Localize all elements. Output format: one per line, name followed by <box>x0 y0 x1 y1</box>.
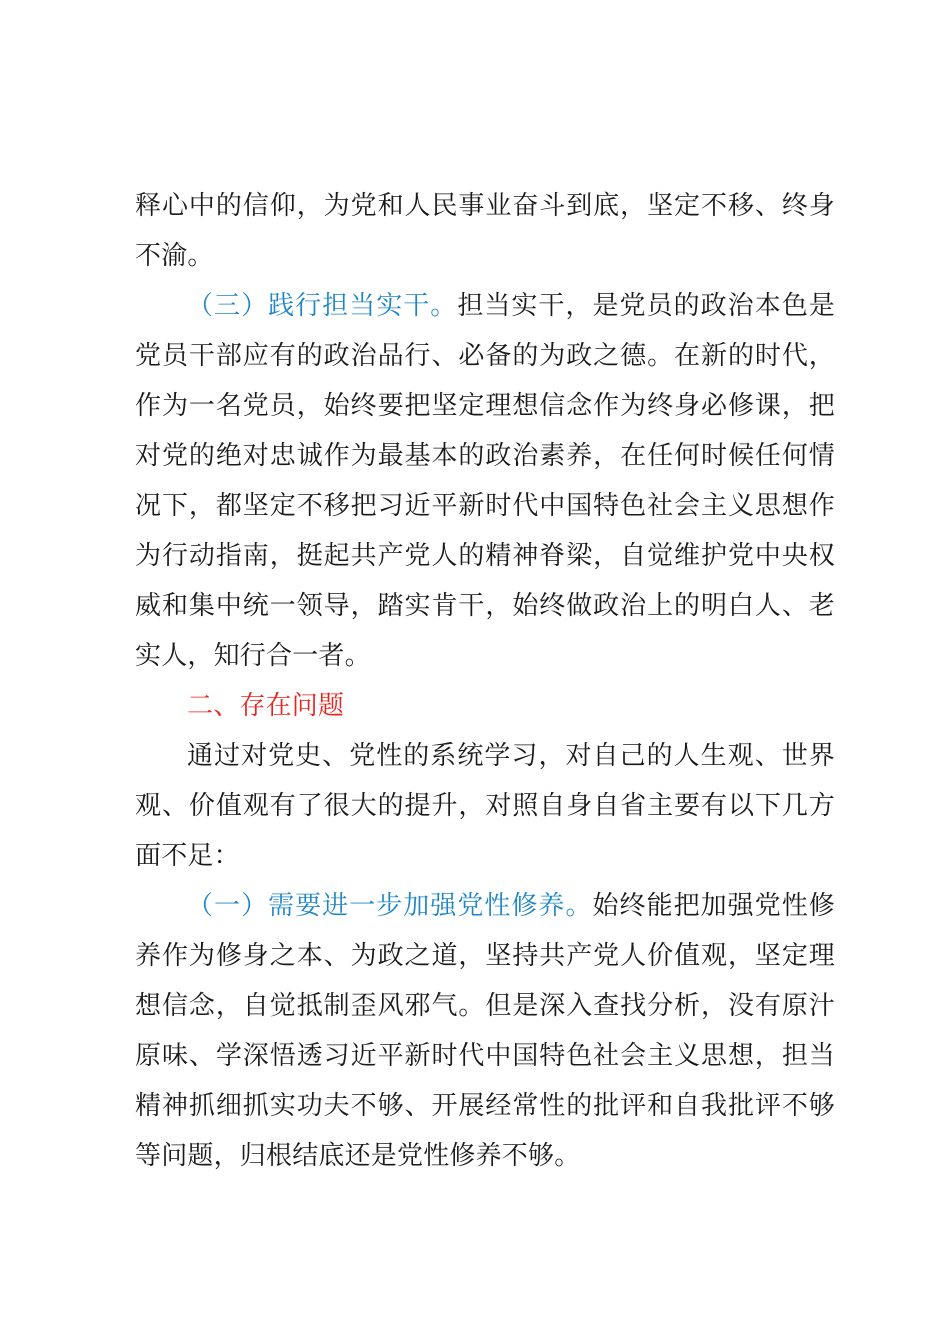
paragraph-text: 通过对党史、党性的系统学习，对自己的人生观、世界观、价值观有了很大的提升，对照自身自省主要有以下几方面不足： <box>135 741 835 871</box>
paragraph-text: 释心中的信仰，为党和人民事业奋斗到底，坚定不移、终身不渝。 <box>135 191 835 271</box>
subsection-heading: （三）践行担当实干。 <box>187 291 458 321</box>
document-body <box>135 181 835 1181</box>
subsection-paragraph-1 <box>135 881 835 1181</box>
body-paragraph <box>135 731 835 881</box>
section-heading: 二、存在问题 <box>187 691 345 721</box>
subsection-paragraph-3 <box>135 281 835 681</box>
continuation-paragraph <box>135 181 835 281</box>
subsection-heading: （一）需要进一步加强党性修养。 <box>187 891 593 921</box>
paragraph-text: 始终能把加强党性修养作为修身之本、为政之道，坚持共产党人价值观，坚定理想信念，自觉抵制歪风邪气。但是深入查找分析，没有原汁原味、学深悟透习近平新时代中国特色社会主义思想，担当精神抓细抓实功夫不够、开展经常性的批评和自我批评不够等问题，归根结底还是党性修养不够。 <box>135 891 835 1171</box>
paragraph-text: 担当实干，是党员的政治本色是党员干部应有的政治品行、必备的为政之德。在新的时代，作为一名党员，始终要把坚定理想信念作为终身必修课，把对党的绝对忠诚作为最基本的政治素养，在任何时候任何情况下，都坚定不移把习近平新时代中国特色社会主义思想作为行动指南，挺起共产党人的精神脊梁，自觉维护党中央权威和集中统一领导，踏实肯干，始终做政治上的明白人、老实人，知行合一者。 <box>135 291 835 671</box>
